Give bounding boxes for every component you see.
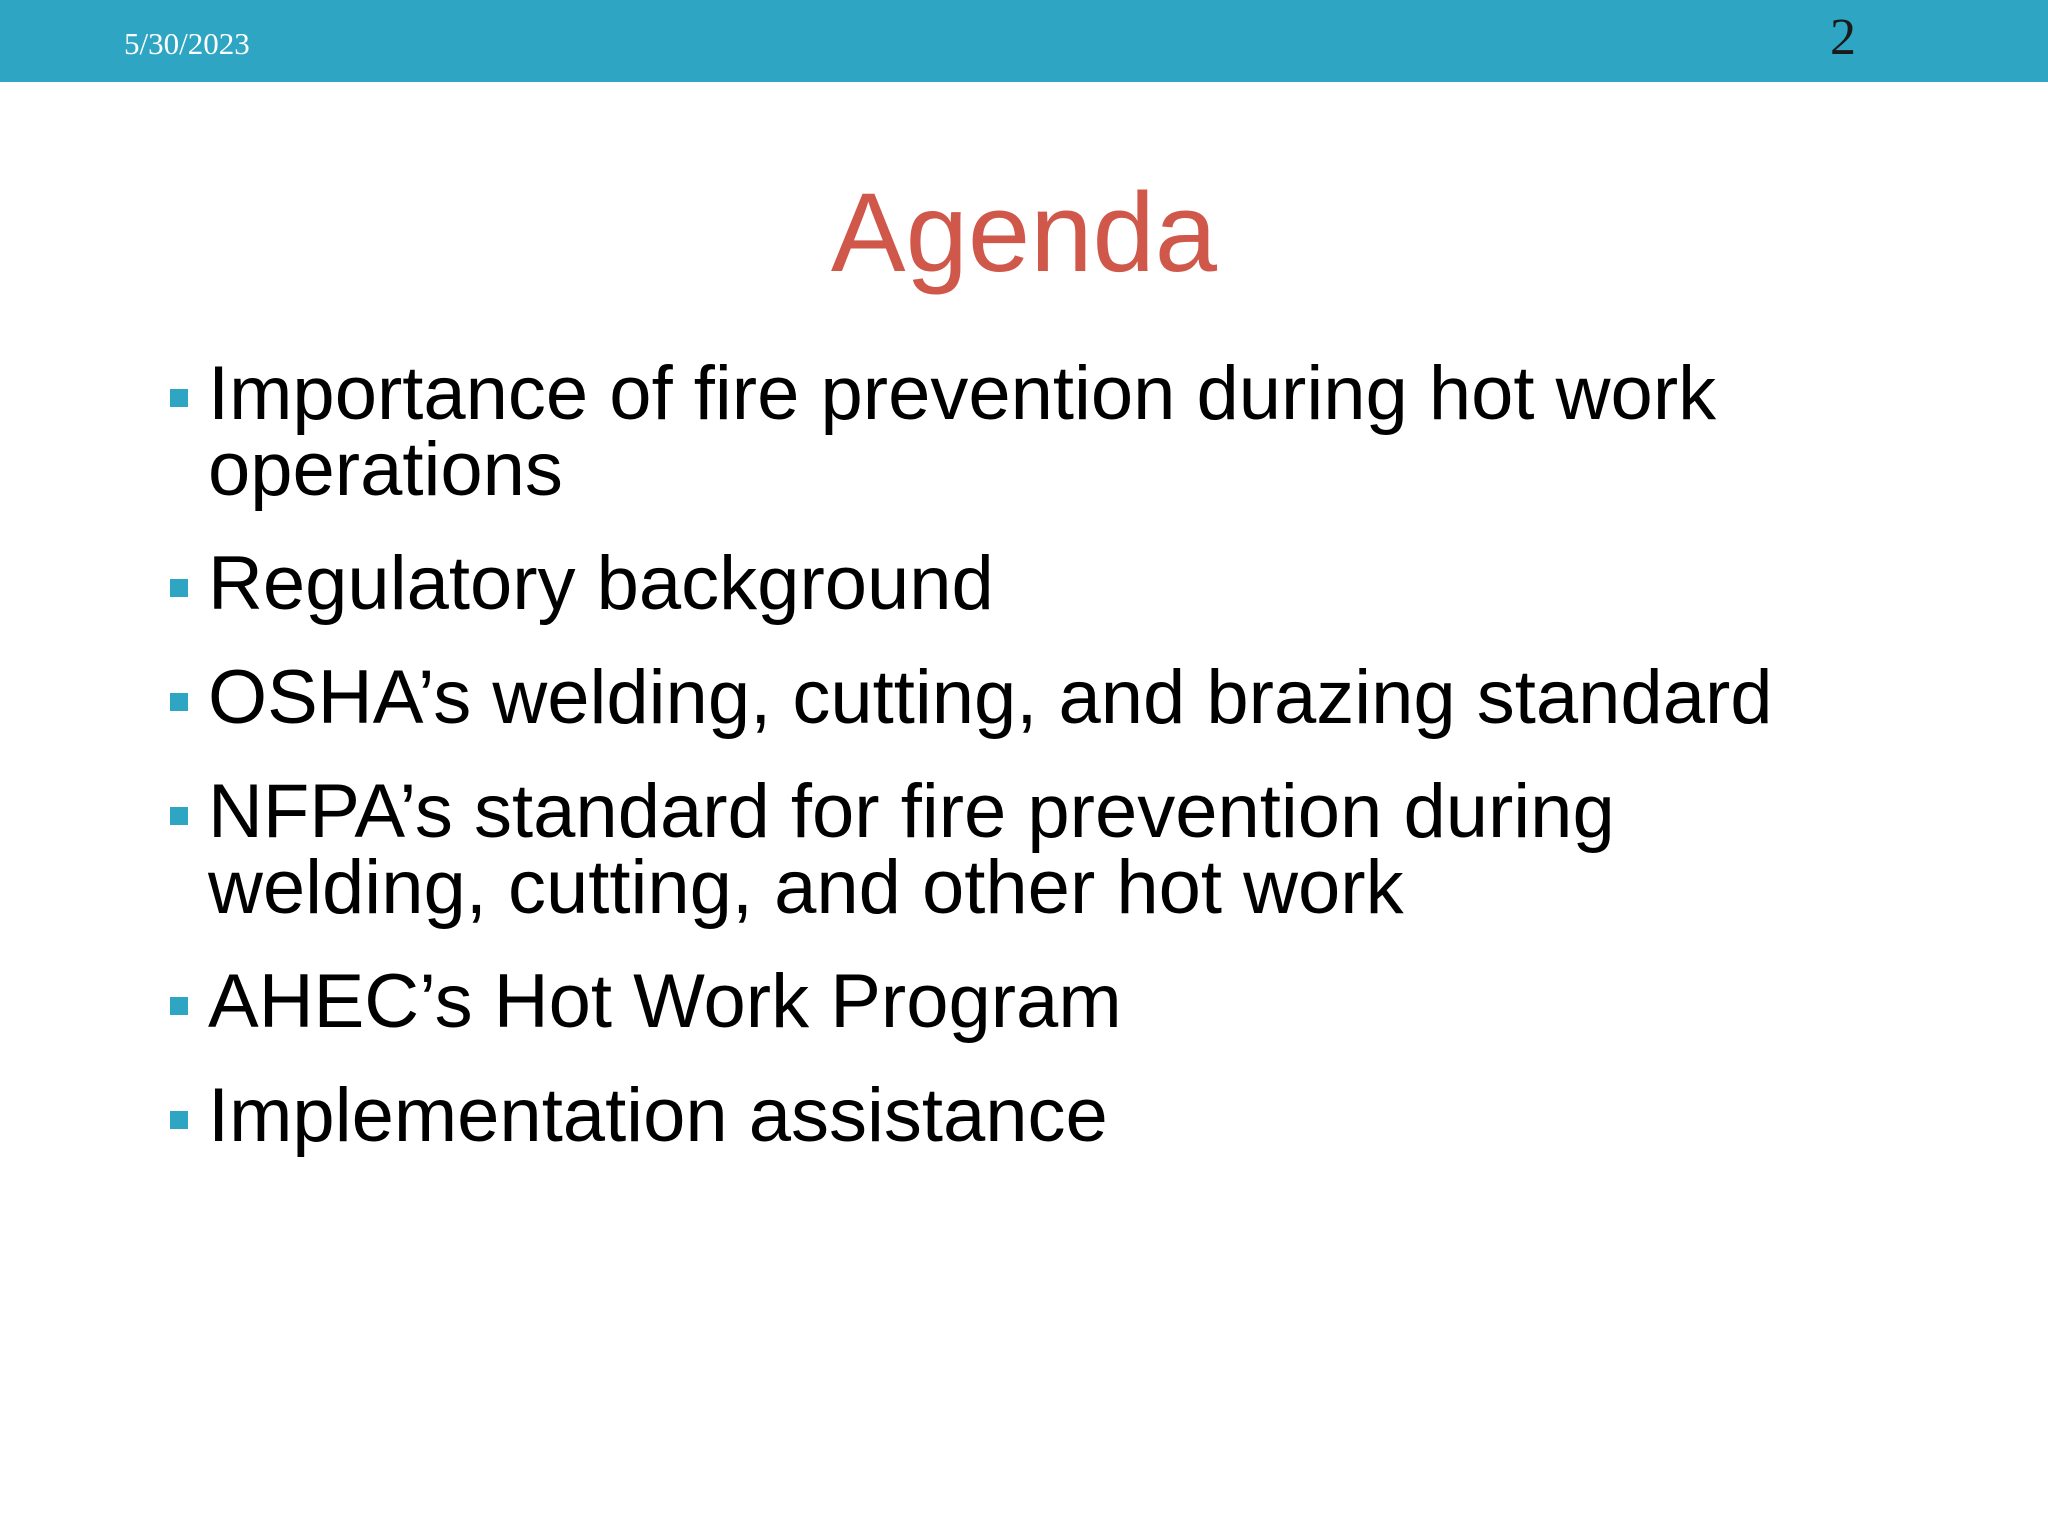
- slide-page-number: 2: [1830, 9, 1856, 66]
- square-bullet-icon: [170, 693, 188, 711]
- agenda-item-text: AHEC’s Hot Work Program: [208, 959, 1122, 1044]
- agenda-item-text: Implementation assistance: [208, 1073, 1108, 1158]
- slide-title: Agenda: [830, 170, 1218, 295]
- agenda-item-osha: [170, 655, 1890, 740]
- header-bar: [0, 0, 2048, 82]
- agenda-item-text: NFPA’s standard for fire prevention during welding, cutting, and other hot work: [208, 769, 1615, 930]
- agenda-item-text: OSHA’s welding, cutting, and brazing standard: [208, 655, 1773, 740]
- agenda-item-implementation: [170, 1073, 1890, 1158]
- slide-title-container: [0, 168, 2048, 298]
- square-bullet-icon: [170, 579, 188, 597]
- agenda-item-nfpa: [170, 769, 1890, 930]
- square-bullet-icon: [170, 997, 188, 1015]
- agenda-item-text: Regulatory background: [208, 541, 994, 626]
- agenda-item-text: Importance of fire prevention during hot work operations: [208, 351, 1717, 512]
- square-bullet-icon: [170, 807, 188, 825]
- agenda-item-ahec: [170, 959, 1890, 1044]
- agenda-item-regulatory: [170, 541, 1890, 626]
- square-bullet-icon: [170, 389, 188, 407]
- agenda-item-importance: [170, 351, 1890, 512]
- square-bullet-icon: [170, 1111, 188, 1129]
- agenda-list: [170, 351, 1890, 1192]
- slide-date: 5/30/2023: [124, 26, 250, 61]
